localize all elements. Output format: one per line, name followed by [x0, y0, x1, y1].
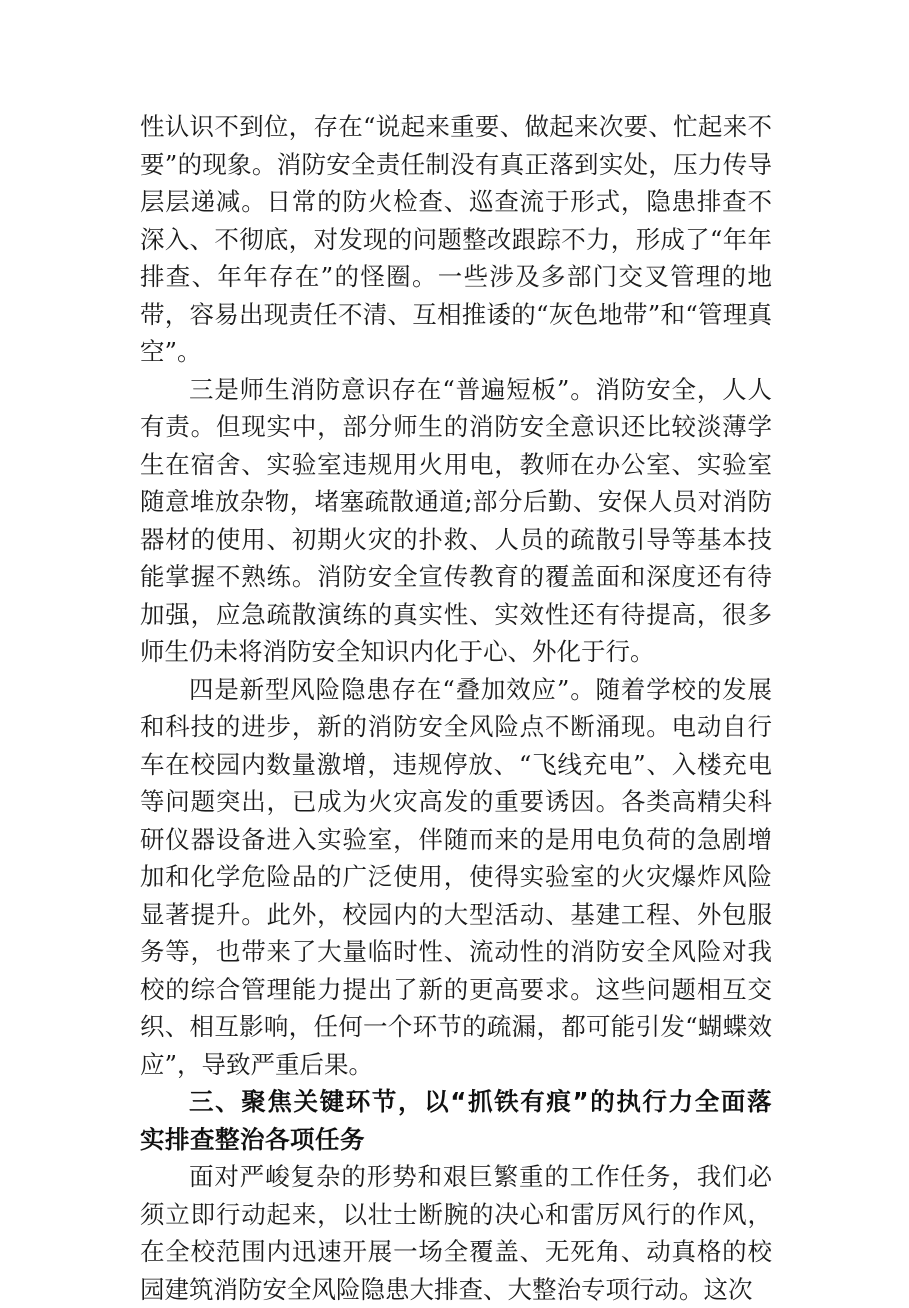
body-paragraph-2: 三是师生消防意识存在“普遍短板”。消防安全，人人有责。但现实中，部分师生的消防安全意识还比较淡薄学生在宿舍、实验室违规用火用电，教师在办公室、实验室随意堆放杂物，堵塞疏散通道;部分后勤、安保人员对消防器材的使用、初期火灾的扑救、人员的疏散引导等基本技能掌握不熟练。消防安全宣传教育的覆盖面和深度还有待加强，应急疏散演练的真实性、实效性还有待提高，很多师生仍未将消防安全知识内化于心、外化于行。 — [140, 374, 772, 666]
body-paragraph-1: 性认识不到位，存在“说起来重要、做起来次要、忙起来不要”的现象。消防安全责任制没有真正落到实处，压力传导层层递减。日常的防火检查、巡查流于形式，隐患排查不深入、不彻底，对发现的问题整改跟踪不力，形成了“年年排查、年年存在”的怪圈。一些涉及多部门交叉管理的地带，容易出现责任不清、互相推诿的“灰色地带”和“管理真空”。 — [140, 112, 772, 366]
section-heading: 三、聚焦关键环节，以“抓铁有痕”的执行力全面落实排查整治各项任务 — [140, 1087, 772, 1154]
body-paragraph-3: 四是新型风险隐患存在“叠加效应”。随着学校的发展和科技的进步，新的消防安全风险点不断涌现。电动自行车在校园内数量激增，违规停放、“飞线充电”、入楼充电等问题突出，已成为火灾高发的重要诱因。各类高精尖科研仪器设备进入实验室，伴随而来的是用电负荷的急剧增加和化学危险品的广泛使用，使得实验室的火灾爆炸风险显著提升。此外，校园内的大型活动、基建工程、外包服务等，也带来了大量临时性、流动性的消防安全风险对我校的综合管理能力提出了新的更高要求。这些问题相互交织、相互影响，任何一个环节的疏漏，都可能引发“蝴蝶效应”，导致严重后果。 — [140, 674, 772, 1079]
document-page — [140, 108, 772, 1308]
body-paragraph-4: 面对严峻复杂的形势和艰巨繁重的工作任务，我们必须立即行动起来，以壮士断腕的决心和雷厉风行的作风，在全校范围内迅速开展一场全覆盖、无死角、动真格的校园建筑消防安全风险隐患大排查、大整治专项行动。这次 — [140, 1162, 772, 1304]
